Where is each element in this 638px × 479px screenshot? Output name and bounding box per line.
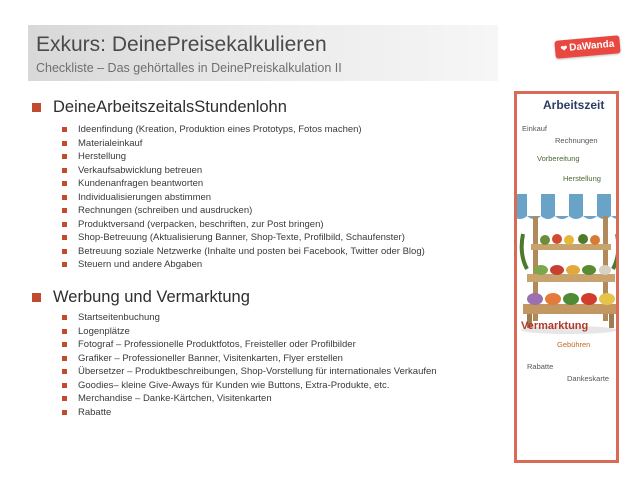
list-item — [62, 365, 437, 379]
list-item — [62, 218, 425, 232]
section-heading — [32, 97, 425, 117]
illustration-label: Rabatte — [527, 362, 554, 371]
list-item — [62, 392, 437, 406]
section-title: DeineArbeitszeitalsStundenlohn — [53, 97, 287, 116]
list-item-text: Shop-Betreuung (Aktualisierung Banner, Shop-Texte, Profilbild, Schaufenster) — [78, 232, 405, 244]
list-item — [62, 406, 437, 420]
awning-icon — [517, 194, 619, 219]
square-bullet-icon — [62, 410, 67, 415]
list-item — [62, 123, 425, 137]
stall-shelf — [527, 274, 615, 282]
square-bullet-icon — [62, 262, 67, 267]
list-item-text: Merchandise – Danke-Kärtchen, Visitenkarten — [78, 393, 272, 405]
list-item-text: Verkaufsabwicklung betreuen — [78, 164, 203, 176]
square-bullet-icon — [62, 383, 67, 388]
heart-icon: ❤ — [560, 43, 568, 54]
square-bullet-icon — [62, 208, 67, 213]
list-item — [62, 137, 425, 151]
checklist — [62, 123, 425, 272]
list-item-text: Ideenfindung (Kreation, Produktion eines Prototyps, Fotos machen) — [78, 124, 362, 136]
square-bullet-icon — [62, 342, 67, 347]
market-stall-illustration — [514, 91, 619, 463]
list-item — [62, 177, 425, 191]
list-item — [62, 164, 425, 178]
square-bullet-icon — [62, 329, 67, 334]
page-title: Exkurs: DeinePreisekalkulieren — [36, 33, 327, 56]
square-bullet-icon — [62, 396, 67, 401]
logo-text: DaWanda — [568, 38, 615, 54]
list-item — [62, 191, 425, 205]
list-item — [62, 379, 437, 393]
square-bullet-icon — [62, 315, 67, 320]
illustration-label: Herstellung — [563, 174, 601, 183]
illustration-label: Vorbereitung — [537, 154, 580, 163]
list-item-text: Startseitenbuchung — [78, 312, 160, 324]
square-bullet-icon — [62, 181, 67, 186]
section-werbung — [32, 287, 437, 419]
illustration-title-top: Arbeitszeit — [543, 98, 605, 112]
list-item-text: Fotograf – Professionelle Produktfotos, Freisteller oder Profilbilder — [78, 339, 356, 351]
list-item — [62, 325, 437, 339]
list-item — [62, 204, 425, 218]
list-item-text: Kundenanfragen beantworten — [78, 178, 204, 190]
section-heading — [32, 287, 437, 307]
page-subtitle: Checkliste – Das gehörtalles in DeinePreiskalkulation II — [36, 61, 342, 75]
list-item-text: Produktversand (verpacken, beschriften, zur Post bringen) — [78, 218, 324, 230]
list-item — [62, 311, 437, 325]
square-bullet-icon — [32, 293, 41, 302]
stall-drawing — [517, 94, 619, 463]
list-item — [62, 338, 437, 352]
illustration-label: Rechnungen — [555, 136, 598, 145]
checklist — [62, 311, 437, 419]
square-bullet-icon — [62, 141, 67, 146]
illustration-title-bottom: Vermarktung — [521, 320, 589, 332]
square-bullet-icon — [62, 168, 67, 173]
list-item-text: Logenplätze — [78, 325, 130, 337]
list-item-text: Rechnungen (schreiben und ausdrucken) — [78, 205, 253, 217]
illustration-label: Dankeskarte — [567, 374, 610, 383]
square-bullet-icon — [62, 127, 67, 132]
section-title: Werbung und Vermarktung — [53, 287, 250, 306]
dawanda-logo — [554, 35, 620, 59]
stall-shelf — [531, 244, 611, 250]
section-arbeitszeit — [32, 97, 425, 272]
list-item-text: Materialeinkauf — [78, 137, 143, 149]
list-item-text: Steuern und andere Abgaben — [78, 259, 203, 271]
square-bullet-icon — [62, 222, 67, 227]
list-item — [62, 352, 437, 366]
square-bullet-icon — [62, 249, 67, 254]
illustration-label: Einkauf — [522, 124, 548, 133]
square-bullet-icon — [62, 369, 67, 374]
square-bullet-icon — [32, 103, 41, 112]
list-item-text: Betreuung soziale Netzwerke (Inhalte und posten bei Facebook, Twitter oder Blog) — [78, 245, 425, 257]
list-item — [62, 258, 425, 272]
stall-shelf — [523, 304, 619, 314]
square-bullet-icon — [62, 356, 67, 361]
list-item — [62, 245, 425, 259]
list-item-text: Grafiker – Professioneller Banner, Visitenkarten, Flyer erstellen — [78, 352, 343, 364]
list-item — [62, 150, 425, 164]
list-item-text: Übersetzer – Produktbeschreibungen, Shop-Vorstellung für internationales Verkaufen — [78, 366, 437, 378]
list-item-text: Goodies– kleine Give-Aways für Kunden wie Buttons, Extra-Produkte, etc. — [78, 379, 390, 391]
square-bullet-icon — [62, 235, 67, 240]
list-item — [62, 231, 425, 245]
list-item-text: Rabatte — [78, 406, 112, 418]
list-item-text: Individualisierungen abstimmen — [78, 191, 212, 203]
square-bullet-icon — [62, 154, 67, 159]
square-bullet-icon — [62, 195, 67, 200]
list-item-text: Herstellung — [78, 151, 127, 163]
illustration-label: Gebühren — [557, 340, 591, 349]
